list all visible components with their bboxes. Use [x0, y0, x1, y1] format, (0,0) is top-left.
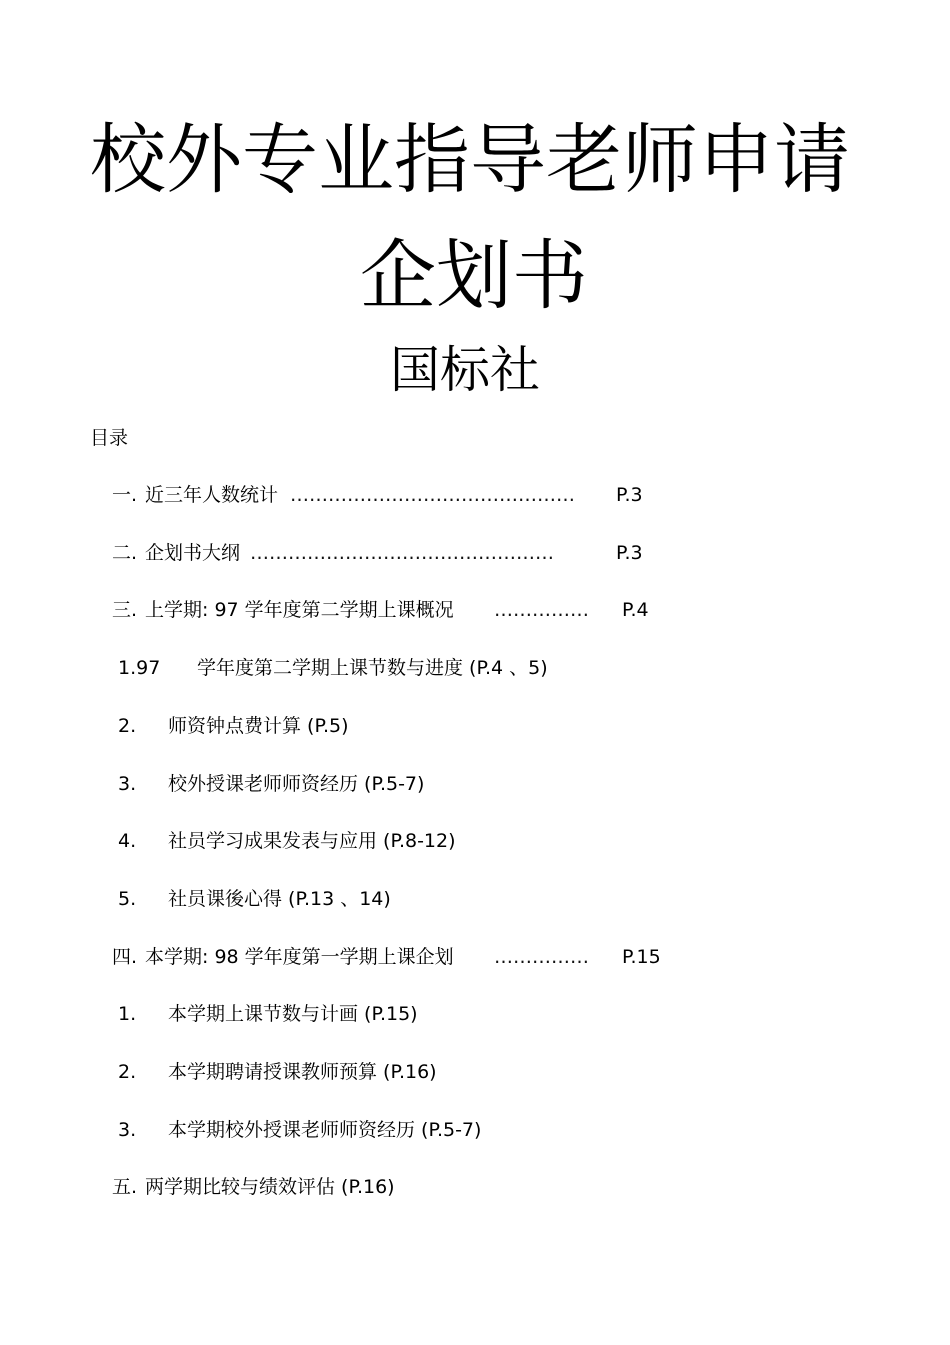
toc-entry-title: 本学期聘请授课教师预算 (P.16): [168, 1061, 437, 1083]
toc-entry-number: 3.: [118, 773, 137, 795]
toc-entry-number: 2.: [118, 715, 137, 737]
toc-entry-number: 3.: [118, 1119, 137, 1141]
toc-entry-title: 本学期: 98 学年度第一学期上课企划: [145, 946, 454, 968]
toc-entry-leader-dots: …………………………………………: [250, 542, 554, 564]
toc-entry-number: 4.: [118, 830, 137, 852]
toc-entry-leader-dots: ……………: [494, 946, 589, 968]
toc-entry-number: 1.97: [118, 657, 161, 679]
toc-entry-title: 近三年人数统计: [145, 484, 279, 506]
organization-name: 国标社: [390, 341, 540, 399]
toc-entry-title: 企划书大纲: [145, 542, 241, 564]
toc-entry-number: 五.: [112, 1176, 138, 1198]
toc-entry-number: 一.: [112, 484, 138, 506]
toc-entry-title: 上学期: 97 学年度第二学期上课概况: [145, 599, 454, 621]
toc-entry-page: P.4: [622, 599, 649, 621]
toc-entry-title: 学年度第二学期上课节数与进度 (P.4 、5): [197, 657, 548, 679]
toc-entry-number: 二.: [112, 542, 138, 564]
toc-entry-title: 师资钟点费计算 (P.5): [168, 715, 349, 737]
toc-entry-title: 本学期校外授课老师师资经历 (P.5-7): [168, 1119, 482, 1141]
toc-entry-number: 1.: [118, 1003, 137, 1025]
toc-entry-leader-dots: ………………………………………: [290, 484, 575, 506]
toc-entry-page: P.3: [616, 484, 643, 506]
toc-entry-title: 社员学习成果发表与应用 (P.8-12): [168, 830, 456, 852]
toc-heading: 目录: [90, 427, 129, 449]
toc-entry-page: P.3: [616, 542, 643, 564]
toc-entry-title: 本学期上课节数与计画 (P.15): [168, 1003, 418, 1025]
toc-entry-number: 2.: [118, 1061, 137, 1083]
document-title-line1: 校外专业指导老师申请: [90, 115, 850, 204]
document-title-line2: 企划书: [360, 231, 588, 320]
toc-entry-title: 校外授课老师师资经历 (P.5-7): [168, 773, 425, 795]
toc-entry-number: 三.: [112, 599, 138, 621]
toc-entry-page: P.15: [622, 946, 661, 968]
toc-entry-leader-dots: ……………: [494, 599, 589, 621]
toc-entry-title: 两学期比较与绩效评估 (P.16): [145, 1176, 395, 1198]
toc-entry-number: 四.: [112, 946, 138, 968]
toc-entry-title: 社员课後心得 (P.13 、14): [168, 888, 391, 910]
toc-entry-number: 5.: [118, 888, 137, 910]
